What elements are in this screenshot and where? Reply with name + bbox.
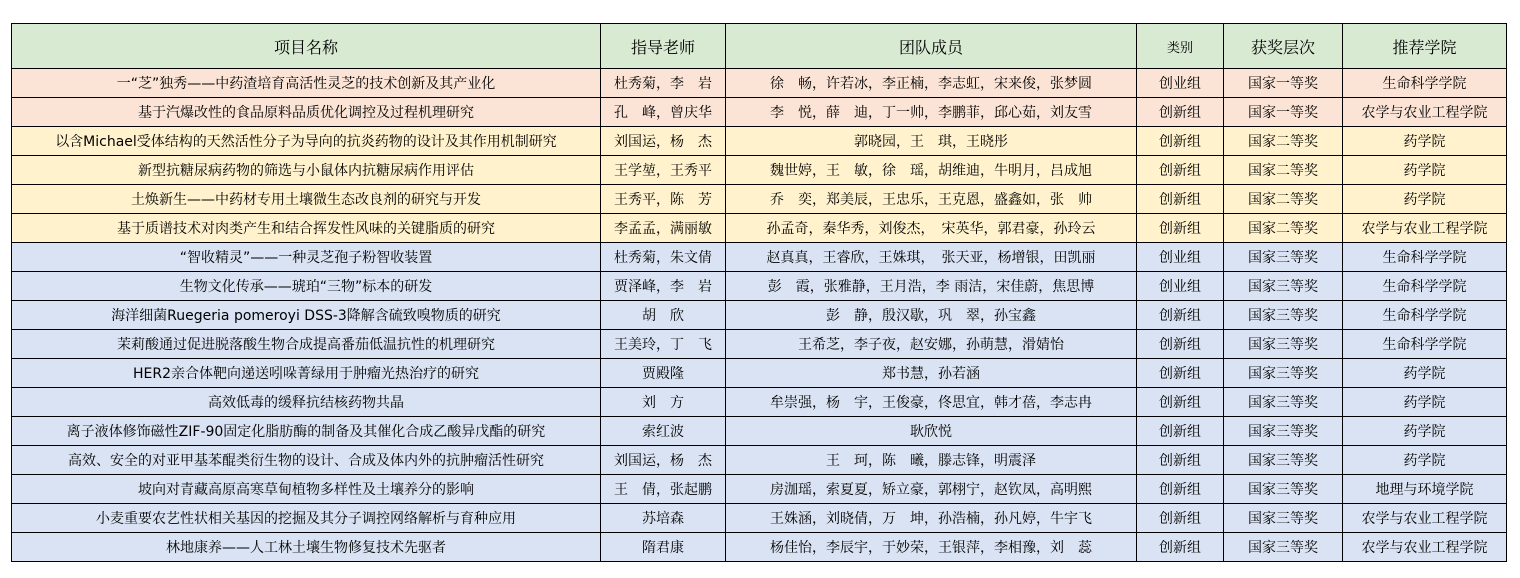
project-name-cell: 坡向对青藏高原高寒草甸植物多样性及土壤养分的影响 bbox=[12, 475, 601, 504]
award-level-cell: 国家二等奖 bbox=[1224, 156, 1343, 185]
award-level-cell: 国家三等奖 bbox=[1224, 243, 1343, 272]
category-cell: 创业组 bbox=[1137, 243, 1224, 272]
award-level-cell: 国家二等奖 bbox=[1224, 214, 1343, 243]
team-members-cell: 耿欣悦 bbox=[726, 417, 1137, 446]
advisor-cell: 苏培森 bbox=[601, 504, 726, 533]
college-cell: 地理与环境学院 bbox=[1343, 475, 1507, 504]
advisor-cell: 贾泽峰，李 岩 bbox=[601, 272, 726, 301]
category-cell: 创新组 bbox=[1137, 417, 1224, 446]
award-level-cell: 国家三等奖 bbox=[1224, 446, 1343, 475]
award-level-cell: 国家三等奖 bbox=[1224, 330, 1343, 359]
category-cell: 创新组 bbox=[1137, 127, 1224, 156]
award-level-cell: 国家三等奖 bbox=[1224, 272, 1343, 301]
team-members-cell: 徐 畅，许若冰，李正楠，李志虹，宋来俊，张梦圆 bbox=[726, 69, 1137, 98]
header-award-level: 获奖层次 bbox=[1224, 24, 1343, 69]
category-cell: 创业组 bbox=[1137, 272, 1224, 301]
award-level-cell: 国家一等奖 bbox=[1224, 98, 1343, 127]
project-name-cell: HER2亲合体靶向递送吲哚菁绿用于肿瘤光热治疗的研究 bbox=[12, 359, 601, 388]
category-cell: 创新组 bbox=[1137, 330, 1224, 359]
advisor-cell: 李孟孟，满丽敏 bbox=[601, 214, 726, 243]
team-members-cell: 魏世婷，王 敏，徐 瑶，胡维迪，牛明月，吕成旭 bbox=[726, 156, 1137, 185]
category-cell: 创新组 bbox=[1137, 98, 1224, 127]
project-name-cell: 茉莉酸通过促进脱落酸生物合成提高番茄低温抗性的机理研究 bbox=[12, 330, 601, 359]
table-row bbox=[12, 214, 1507, 243]
project-name-cell: 离子液体修饰磁性ZIF-90固定化脂肪酶的制备及其催化合成乙酸异戊酯的研究 bbox=[12, 417, 601, 446]
college-cell: 药学院 bbox=[1343, 185, 1507, 214]
team-members-cell: 乔 奕，郑美辰，王忠乐，王克恩，盛鑫如，张 帅 bbox=[726, 185, 1137, 214]
category-cell: 创新组 bbox=[1137, 504, 1224, 533]
category-cell: 创新组 bbox=[1137, 388, 1224, 417]
category-cell: 创新组 bbox=[1137, 446, 1224, 475]
table-row bbox=[12, 359, 1507, 388]
project-name-cell: 一“芝”独秀——中药渣培育高活性灵芝的技术创新及其产业化 bbox=[12, 69, 601, 98]
advisor-cell: 隋君康 bbox=[601, 533, 726, 562]
advisor-cell: 索红波 bbox=[601, 417, 726, 446]
college-cell: 农学与农业工程学院 bbox=[1343, 98, 1507, 127]
college-cell: 药学院 bbox=[1343, 446, 1507, 475]
table-row bbox=[12, 98, 1507, 127]
project-name-cell: “智收精灵”——一种灵芝孢子粉智收装置 bbox=[12, 243, 601, 272]
team-members-cell: 孙孟奇，秦华秀，刘俊杰， 宋英华，郭君豪，孙玲云 bbox=[726, 214, 1137, 243]
category-cell: 创新组 bbox=[1137, 359, 1224, 388]
table-row bbox=[12, 185, 1507, 214]
award-level-cell: 国家三等奖 bbox=[1224, 359, 1343, 388]
awards-table bbox=[11, 23, 1507, 562]
college-cell: 药学院 bbox=[1343, 127, 1507, 156]
header-row bbox=[12, 24, 1507, 69]
header-advisor: 指导老师 bbox=[601, 24, 726, 69]
advisor-cell: 王学堃，王秀平 bbox=[601, 156, 726, 185]
table-row bbox=[12, 330, 1507, 359]
table-row bbox=[12, 388, 1507, 417]
project-name-cell: 土焕新生——中药材专用土壤微生态改良剂的研究与开发 bbox=[12, 185, 601, 214]
project-name-cell: 高效低毒的缓释抗结核药物共晶 bbox=[12, 388, 601, 417]
table-row bbox=[12, 504, 1507, 533]
award-level-cell: 国家二等奖 bbox=[1224, 185, 1343, 214]
college-cell: 药学院 bbox=[1343, 417, 1507, 446]
advisor-cell: 刘国运，杨 杰 bbox=[601, 446, 726, 475]
team-members-cell: 王 珂，陈 曦，滕志锋，明震泽 bbox=[726, 446, 1137, 475]
table-row bbox=[12, 301, 1507, 330]
team-members-cell: 杨佳怡，李辰宇，于妙荣，王银萍，李相豫，刘 蕊 bbox=[726, 533, 1137, 562]
advisor-cell: 杜秀菊，李 岩 bbox=[601, 69, 726, 98]
table-row bbox=[12, 417, 1507, 446]
advisor-cell: 王美玲，丁 飞 bbox=[601, 330, 726, 359]
table-body bbox=[12, 69, 1507, 562]
award-level-cell: 国家三等奖 bbox=[1224, 475, 1343, 504]
team-members-cell: 王姝涵，刘晓倩，万 坤，孙浩楠，孙凡婷，牛宇飞 bbox=[726, 504, 1137, 533]
header-project-name: 项目名称 bbox=[12, 24, 601, 69]
project-name-cell: 小麦重要农艺性状相关基因的挖掘及其分子调控网络解析与育种应用 bbox=[12, 504, 601, 533]
award-level-cell: 国家三等奖 bbox=[1224, 388, 1343, 417]
team-members-cell: 赵真真，王睿欣，王姝琪， 张天亚，杨增银，田凯丽 bbox=[726, 243, 1137, 272]
project-name-cell: 基于质谱技术对肉类产生和结合挥发性风味的关键脂质的研究 bbox=[12, 214, 601, 243]
category-cell: 创新组 bbox=[1137, 185, 1224, 214]
advisor-cell: 孔 峰，曾庆华 bbox=[601, 98, 726, 127]
college-cell: 农学与农业工程学院 bbox=[1343, 533, 1507, 562]
award-level-cell: 国家三等奖 bbox=[1224, 504, 1343, 533]
category-cell: 创新组 bbox=[1137, 533, 1224, 562]
college-cell: 生命科学学院 bbox=[1343, 243, 1507, 272]
team-members-cell: 王希芝，李子夜，赵安娜，孙萌慧，滑婧怡 bbox=[726, 330, 1137, 359]
category-cell: 创新组 bbox=[1137, 475, 1224, 504]
project-name-cell: 新型抗糖尿病药物的筛选与小鼠体内抗糖尿病作用评估 bbox=[12, 156, 601, 185]
college-cell: 农学与农业工程学院 bbox=[1343, 214, 1507, 243]
advisor-cell: 杜秀菊，朱文倩 bbox=[601, 243, 726, 272]
table-row bbox=[12, 446, 1507, 475]
project-name-cell: 基于汽爆改性的食品原料品质优化调控及过程机理研究 bbox=[12, 98, 601, 127]
advisor-cell: 刘 方 bbox=[601, 388, 726, 417]
award-level-cell: 国家三等奖 bbox=[1224, 533, 1343, 562]
college-cell: 生命科学学院 bbox=[1343, 272, 1507, 301]
header-team-members: 团队成员 bbox=[726, 24, 1137, 69]
team-members-cell: 李 悦，薛 迪，丁一帅，李鹏菲，邱心茹，刘友雪 bbox=[726, 98, 1137, 127]
table-row bbox=[12, 127, 1507, 156]
advisor-cell: 王 倩，张起鹏 bbox=[601, 475, 726, 504]
header-recommending-college: 推荐学院 bbox=[1343, 24, 1507, 69]
category-cell: 创新组 bbox=[1137, 301, 1224, 330]
college-cell: 生命科学学院 bbox=[1343, 330, 1507, 359]
advisor-cell: 胡 欣 bbox=[601, 301, 726, 330]
college-cell: 农学与农业工程学院 bbox=[1343, 504, 1507, 533]
award-level-cell: 国家三等奖 bbox=[1224, 301, 1343, 330]
project-name-cell: 生物文化传承——琥珀“三物”标本的研发 bbox=[12, 272, 601, 301]
category-cell: 创新组 bbox=[1137, 156, 1224, 185]
college-cell: 药学院 bbox=[1343, 359, 1507, 388]
award-level-cell: 国家一等奖 bbox=[1224, 69, 1343, 98]
project-name-cell: 高效、安全的对亚甲基苯醌类衍生物的设计、合成及体内外的抗肿瘤活性研究 bbox=[12, 446, 601, 475]
team-members-cell: 彭 静，殷汉歇，巩 翠，孙宝鑫 bbox=[726, 301, 1137, 330]
college-cell: 生命科学学院 bbox=[1343, 69, 1507, 98]
award-level-cell: 国家三等奖 bbox=[1224, 417, 1343, 446]
project-name-cell: 海洋细菌Ruegeria pomeroyi DSS-3降解含硫致嗅物质的研究 bbox=[12, 301, 601, 330]
table-row bbox=[12, 156, 1507, 185]
advisor-cell: 贾殿隆 bbox=[601, 359, 726, 388]
award-level-cell: 国家二等奖 bbox=[1224, 127, 1343, 156]
table-row bbox=[12, 272, 1507, 301]
project-name-cell: 以含Michael受体结构的天然活性分子为导向的抗炎药物的设计及其作用机制研究 bbox=[12, 127, 601, 156]
college-cell: 生命科学学院 bbox=[1343, 301, 1507, 330]
table-row bbox=[12, 533, 1507, 562]
college-cell: 药学院 bbox=[1343, 156, 1507, 185]
table-row bbox=[12, 243, 1507, 272]
header-category: 类别 bbox=[1137, 24, 1224, 69]
category-cell: 创新组 bbox=[1137, 214, 1224, 243]
team-members-cell: 彭 霞，张雅静，王月浩，李 雨洁，宋佳蔚，焦思博 bbox=[726, 272, 1137, 301]
team-members-cell: 郑书慧，孙若涵 bbox=[726, 359, 1137, 388]
college-cell: 药学院 bbox=[1343, 388, 1507, 417]
table-row bbox=[12, 475, 1507, 504]
category-cell: 创业组 bbox=[1137, 69, 1224, 98]
project-name-cell: 林地康养——人工林土壤生物修复技术先驱者 bbox=[12, 533, 601, 562]
table-row bbox=[12, 69, 1507, 98]
advisor-cell: 王秀平，陈 芳 bbox=[601, 185, 726, 214]
team-members-cell: 郭晓园，王 琪，王晓彤 bbox=[726, 127, 1137, 156]
team-members-cell: 房泇瑶，索夏夏，矫立豪，郭栩宁，赵钦凤，高明熙 bbox=[726, 475, 1137, 504]
awards-table-container bbox=[11, 23, 1507, 562]
advisor-cell: 刘国运，杨 杰 bbox=[601, 127, 726, 156]
team-members-cell: 牟崇强，杨 宇，王俊豪，佟思宜，韩才蓓，李志冉 bbox=[726, 388, 1137, 417]
